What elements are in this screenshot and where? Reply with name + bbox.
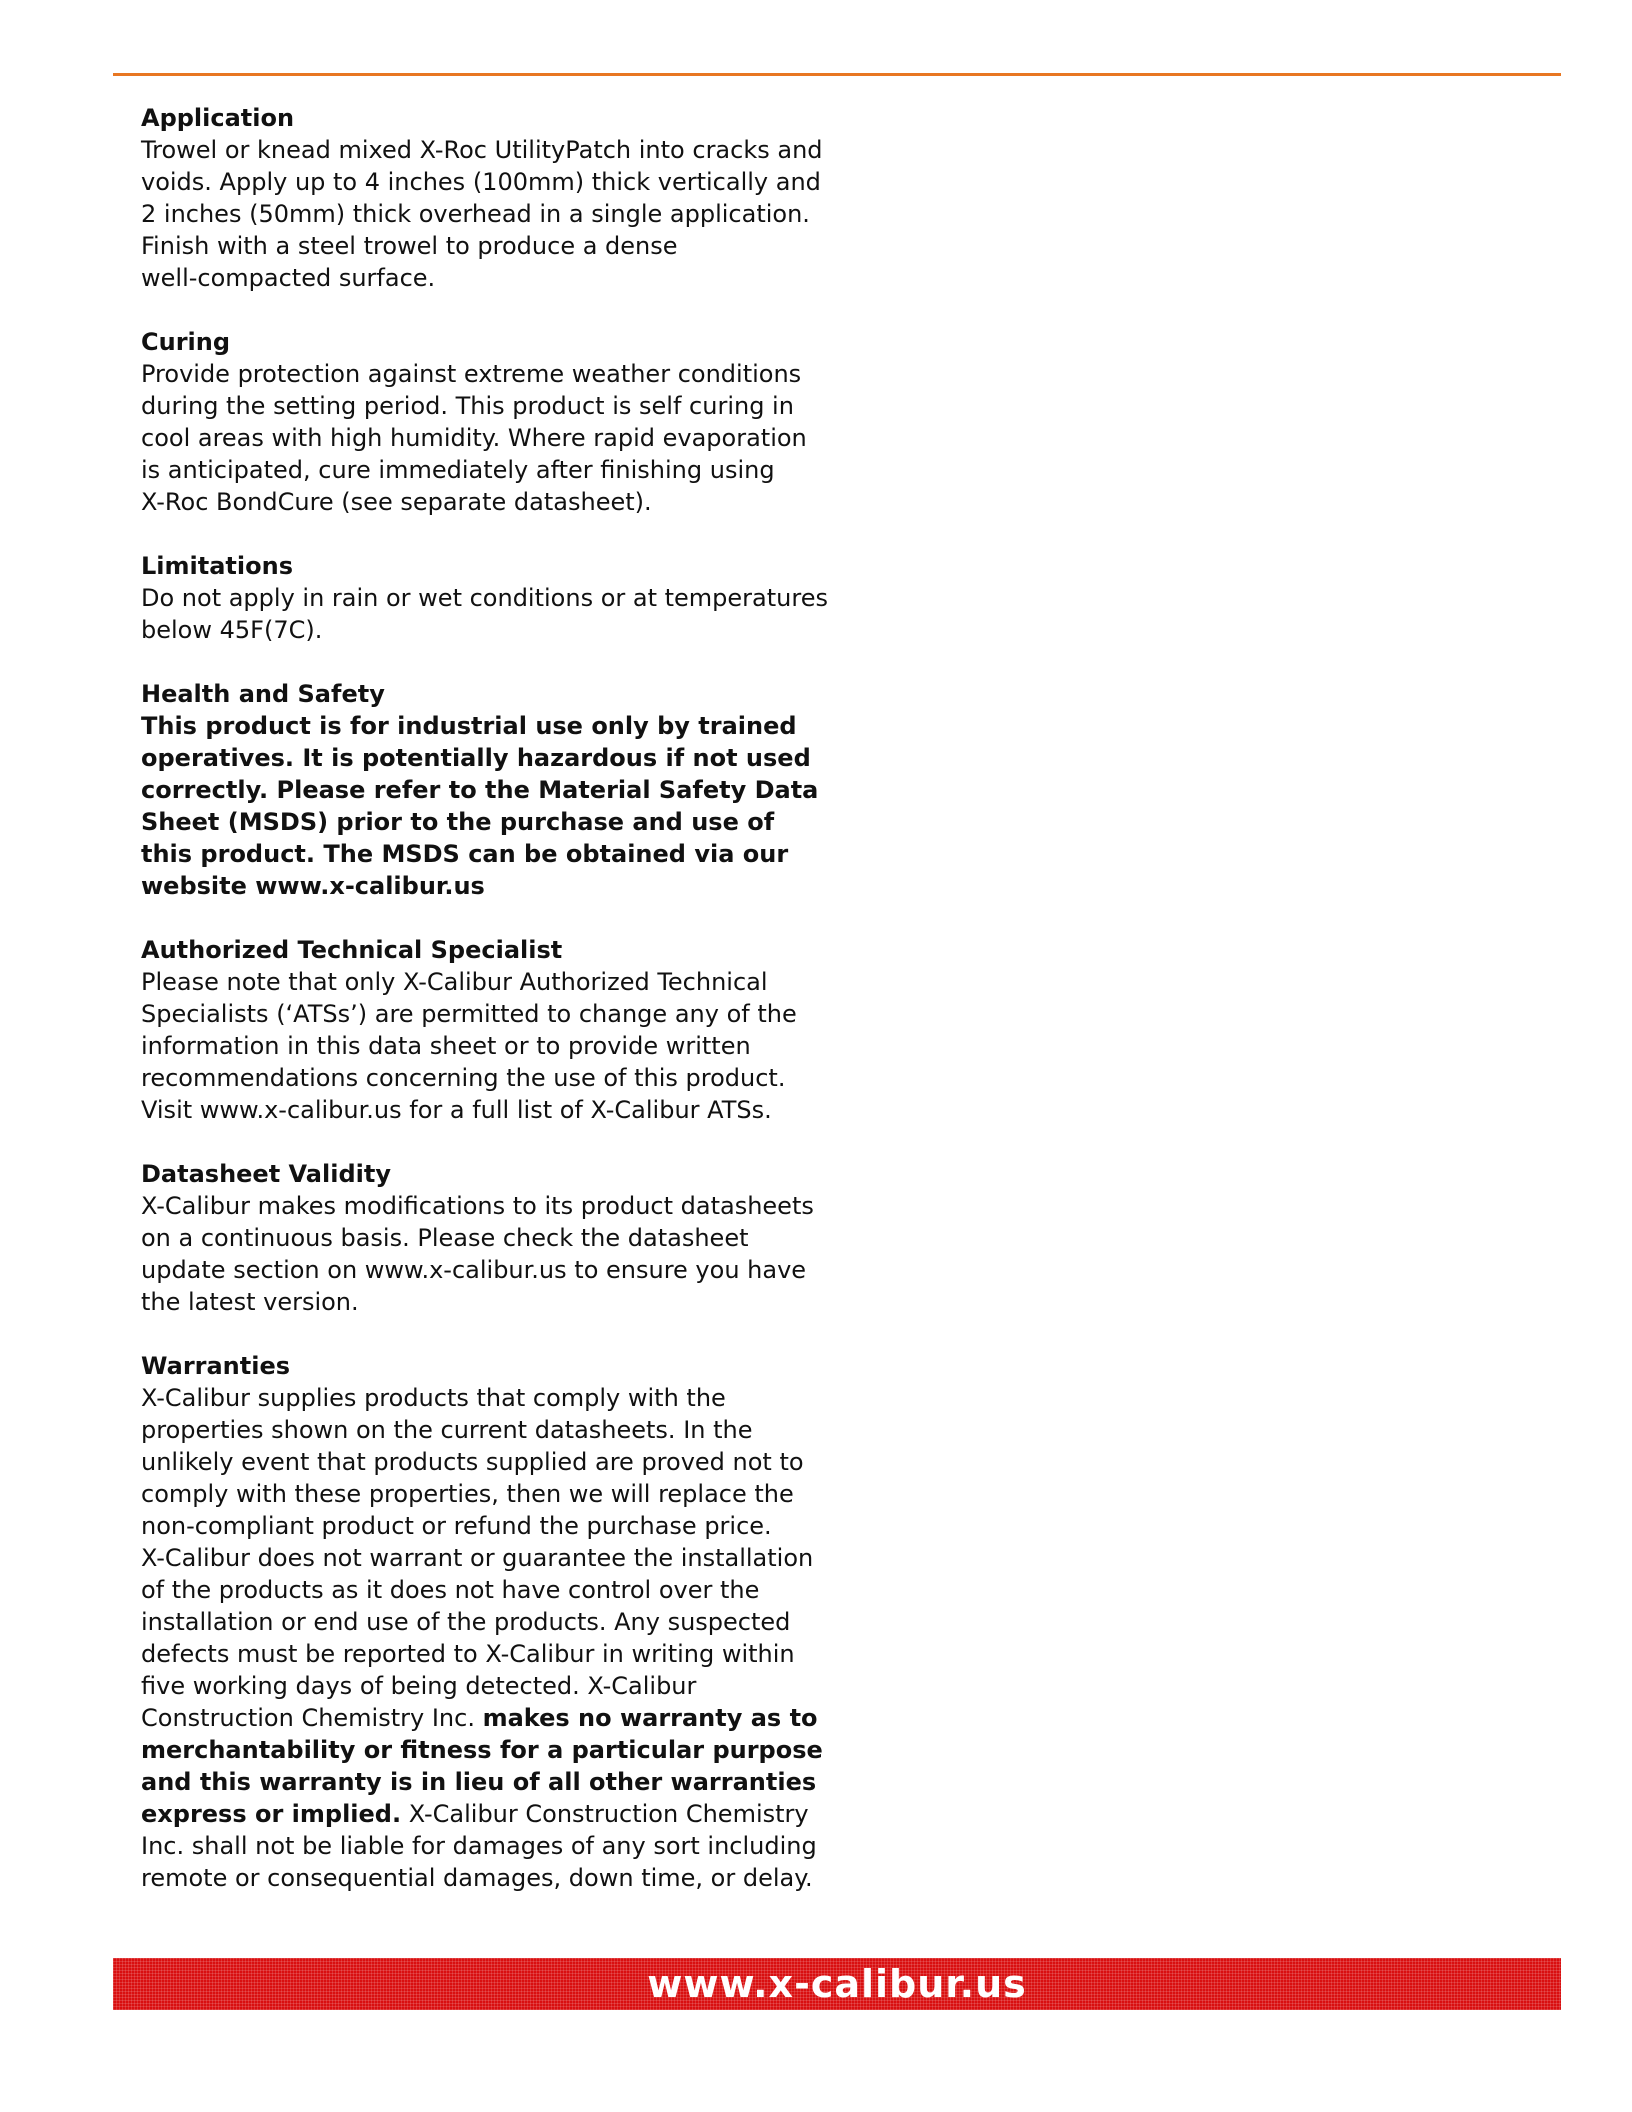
section-limitations xyxy=(141,550,841,646)
section-body: Provide protection against extreme weather conditions during the setting period. This product is self curing in cool areas with high humidity. Where rapid evaporation is anticipated, cure immediately after finishing using X-Roc BondCure (see separate datasheet). xyxy=(141,360,807,516)
section-application xyxy=(141,102,841,294)
section-datasheet-validity xyxy=(141,1158,841,1318)
section-heading: Health and Safety xyxy=(141,680,385,708)
section-curing xyxy=(141,326,841,518)
footer-bar xyxy=(113,1958,1561,2010)
warranty-disclaimer-bold: makes no warranty as to merchantability or fitness for a particular purpose and this warranty is in lieu of all other warranties express or implied. xyxy=(141,1704,823,1828)
section-body: This product is for industrial use only by trained operatives. It is potentially hazardous if not used correctly. Please refer to the Material Safety Data Sheet (MSDS) prior to the purchase and use of this product. The MSDS can be obtained via our website www.x-calibur.us xyxy=(141,712,819,900)
section-heading: Limitations xyxy=(141,552,293,580)
section-heading: Curing xyxy=(141,328,231,356)
warranty-text-part1: X-Calibur supplies products that comply with the properties shown on the current datasheets. In the unlikely event that products supplied are proved not to comply with these properties, then we will replace the non-compliant product or refund the purchase price. X-Calibur does not warrant or guarantee the installation of the products as it does not have control over the installation or end use of the products. Any suspected defects must be reported to X-Calibur in writing within five working days of being detected. X-Calibur Construction Chemistry Inc. xyxy=(141,1384,814,1732)
section-body: X-Calibur makes modifications to its product datasheets on a continuous basis. Please check the datasheet update section on www.x-calibur.us to ensure you have the latest version. xyxy=(141,1192,814,1316)
footer-website-link[interactable]: www.x-calibur.us xyxy=(647,1962,1027,2006)
section-warranties xyxy=(141,1350,841,1894)
section-body: Trowel or knead mixed X-Roc UtilityPatch into cracks and voids. Apply up to 4 inches (100mm) thick vertically and 2 inches (50mm) thick overhead in a single application. Finish with a steel trowel to produce a dense well-compacted surface. xyxy=(141,136,823,292)
warranty-text-part2: X-Calibur Construction Chemistry Inc. shall not be liable for damages of any sort including remote or consequential damages, down time, or delay. xyxy=(141,1800,817,1892)
section-body xyxy=(141,1382,841,1894)
section-body: Please note that only X-Calibur Authorized Technical Specialists (‘ATSs’) are permitted to change any of the information in this data sheet or to provide written recommendations concerning the use of this product. Visit www.x-calibur.us for a full list of X-Calibur ATSs. xyxy=(141,968,797,1124)
section-heading: Authorized Technical Specialist xyxy=(141,936,563,964)
section-heading: Warranties xyxy=(141,1352,291,1380)
section-heading: Application xyxy=(141,104,295,132)
section-authorized-technical-specialist xyxy=(141,934,841,1126)
section-heading: Datasheet Validity xyxy=(141,1160,391,1188)
section-body: Do not apply in rain or wet conditions or at temperatures below 45F(7C). xyxy=(141,584,828,644)
datasheet-body xyxy=(141,102,841,1926)
section-health-safety xyxy=(141,678,841,902)
top-orange-rule xyxy=(113,73,1561,76)
